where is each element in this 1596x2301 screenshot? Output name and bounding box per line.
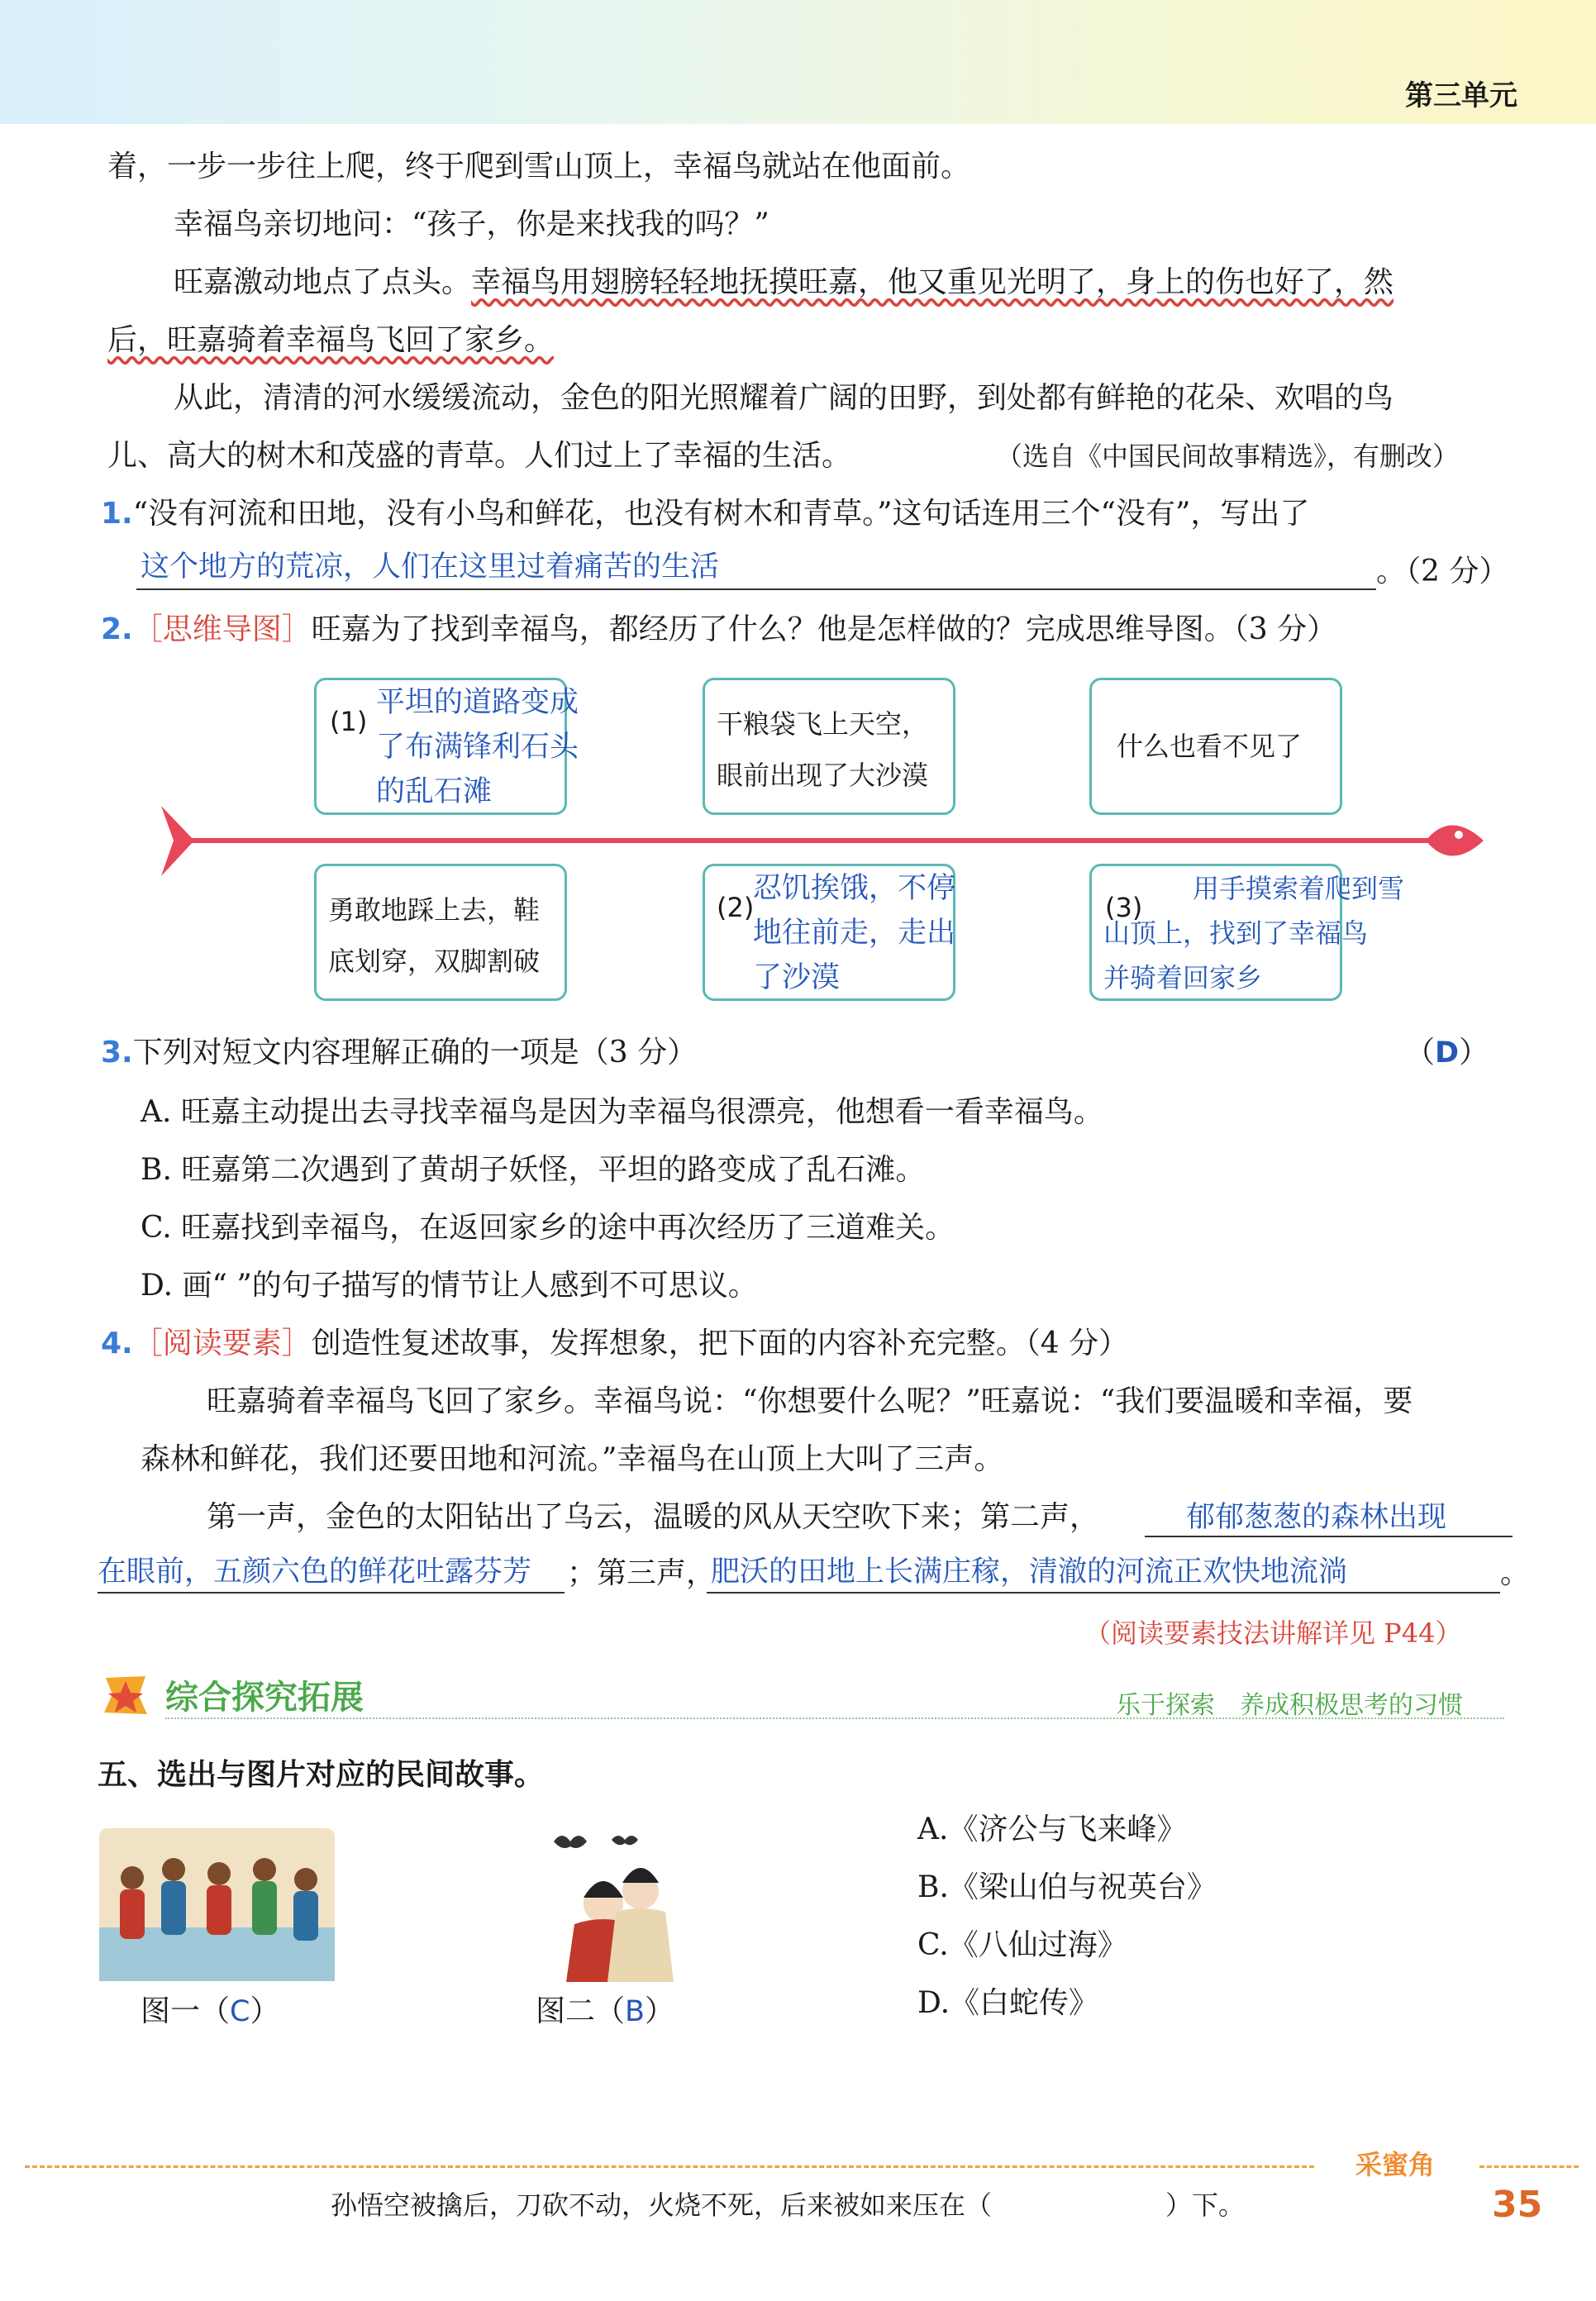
reading-element-tag: ［阅读要素］ [132, 1327, 312, 1360]
butterfly-lovers-illustration [537, 1825, 686, 1982]
option-c: C. 旺嘉找到幸福鸟，在返回家乡的途中再次经历了三道难关。 [141, 1211, 955, 1245]
story-source: （选自《中国民间故事精选》，有删改） [996, 441, 1460, 472]
footer-divider [1479, 2165, 1579, 2168]
story-line: 幸福鸟亲切地问：“孩子，你是来找我的吗？” [174, 207, 769, 241]
mindmap-box-2: 干粮袋飞上天空， 眼前出现了大沙漠 [703, 678, 955, 815]
answer-text: 郁郁葱葱的森林出现 [1186, 1501, 1447, 1534]
question-text: “没有河流和田地，没有小鸟和鲜花，也没有树木和青草。”这句话连用三个“没有”，写出了 [132, 497, 1310, 531]
page-number: 35 [1492, 2184, 1543, 2226]
question-number: 4. [101, 1327, 133, 1360]
unit-title: 第三单元 [1405, 79, 1517, 112]
eight-immortals-illustration [99, 1828, 335, 1981]
footer-badge: 采蜜角 [1355, 2149, 1436, 2180]
q4-text: ；第三声， [567, 1556, 717, 1590]
mindmap-box-6: (3) 用手摸索着爬到雪 山顶上，找到了幸福鸟 并骑着回家乡 [1089, 864, 1342, 1001]
question-number: 1. [101, 497, 133, 531]
answer-text: 这个地方的荒凉，人们在这里过着痛苦的生活 [141, 550, 720, 584]
answer-bracket: （D） [1405, 1036, 1489, 1070]
figure-1-caption: 图一（C） [141, 1994, 280, 2028]
q4-text: 。 [1500, 1556, 1531, 1590]
option-d: D. 画“ ”的句子描写的情节让人感到不可思议。 [141, 1269, 758, 1303]
mindmap-tag: ［思维导图］ [132, 612, 312, 646]
mindmap-box-1: (1) 平坦的道路变成 了布满锋利石头 的乱石滩 [314, 678, 567, 815]
question-number: 2. [101, 612, 133, 646]
question-number: 3. [101, 1036, 133, 1070]
header-band [0, 0, 1596, 124]
star-icon [98, 1671, 152, 1717]
answer-line [98, 1592, 565, 1594]
q4-paragraph: 第一声，金色的太阳钻出了乌云，温暖的风从天空吹下来；第二声， [207, 1500, 1100, 1534]
option-a: A.《济公与飞来峰》 [917, 1813, 1187, 1846]
option-b: B.《梁山伯与祝英台》 [917, 1870, 1217, 1904]
section-title: 综合探究拓展 [165, 1679, 364, 1717]
mindmap-box-4: 勇敢地踩上去，鞋 底划穿，双脚割破 [314, 864, 567, 1001]
score-text: 。（2 分） [1376, 555, 1509, 588]
reading-note: （阅读要素技法讲解详见 P44） [1084, 1617, 1462, 1649]
story-text: 旺嘉激动地点了点头。 [174, 265, 472, 299]
wavy-underlined-sentence: 幸福鸟用翅膀轻轻地抚摸旺嘉，他又重见光明了，身上的伤也好了，然 [471, 265, 1394, 299]
question-4 [101, 1324, 1128, 1364]
wavy-underlined-sentence: 后，旺嘉骑着幸福鸟飞回了家乡。 [107, 323, 555, 357]
question-text: 创造性复述故事，发挥想象，把下面的内容补充完整。（4 分） [311, 1327, 1129, 1360]
footer-text: 孙悟空被擒后，刀砍不动，火烧不死，后来被如来压在（ ）下。 [331, 2189, 1246, 2221]
story-line: 从此，清清的河水缓缓流动，金色的阳光照耀着广阔的田野，到处都有鲜艳的花朵、欢唱的鸟 [174, 381, 1394, 415]
footer-divider [25, 2165, 1314, 2168]
answer-text: 肥沃的田地上长满庄稼，清澈的河流正欢快地流淌 [711, 1555, 1348, 1589]
answer-choice: D [1435, 1036, 1460, 1070]
story-line: 儿、高大的树木和茂盛的青草。人们过上了幸福的生活。 [107, 439, 852, 473]
question-text: 下列对短文内容理解正确的一项是（3 分） [132, 1036, 698, 1070]
question-2 [101, 610, 1336, 650]
answer-choice: B [625, 1995, 646, 2028]
answer-line [707, 1592, 1500, 1594]
question-5: 五、选出与图片对应的民间故事。 [98, 1758, 545, 1792]
figure-2-caption: 图二（B） [536, 1994, 675, 2028]
option-a: A. 旺嘉主动提出去寻找幸福鸟是因为幸福鸟很漂亮，他想看一看幸福鸟。 [141, 1095, 1103, 1129]
option-b: B. 旺嘉第二次遇到了黄胡子妖怪，平坦的路变成了乱石滩。 [141, 1153, 926, 1187]
option-d: D.《白蛇传》 [917, 1986, 1099, 2020]
mindmap-box-5: (2) 忍饥挨饿，不停 地往前走，走出 了沙漠 [703, 864, 955, 1001]
question-text: 旺嘉为了找到幸福鸟，都经历了什么？他是怎样做的？完成思维导图。（3 分） [311, 612, 1337, 646]
question-3 [101, 1033, 697, 1073]
option-c: C.《八仙过海》 [917, 1928, 1127, 1962]
q4-paragraph: 森林和鲜花，我们还要田地和河流。”幸福鸟在山顶上大叫了三声。 [141, 1442, 1004, 1476]
answer-line [136, 588, 1376, 590]
answer-choice: C [230, 1995, 250, 2028]
story-line [174, 263, 1394, 303]
story-line: 着，一步一步往上爬，终于爬到雪山顶上，幸福鸟就站在他面前。 [107, 150, 971, 183]
question-1 [101, 494, 1309, 534]
answer-text: 在眼前，五颜六色的鲜花吐露芬芳 [98, 1555, 532, 1589]
mindmap-box-3: 什么也看不见了 [1089, 678, 1342, 815]
answer-line [1145, 1536, 1513, 1537]
section-motto: 乐于探索 养成积极思考的习惯 [1116, 1691, 1463, 1720]
q4-paragraph: 旺嘉骑着幸福鸟飞回了家乡。幸福鸟说：“你想要什么呢？”旺嘉说：“我们要温暖和幸福，要 [207, 1384, 1413, 1418]
